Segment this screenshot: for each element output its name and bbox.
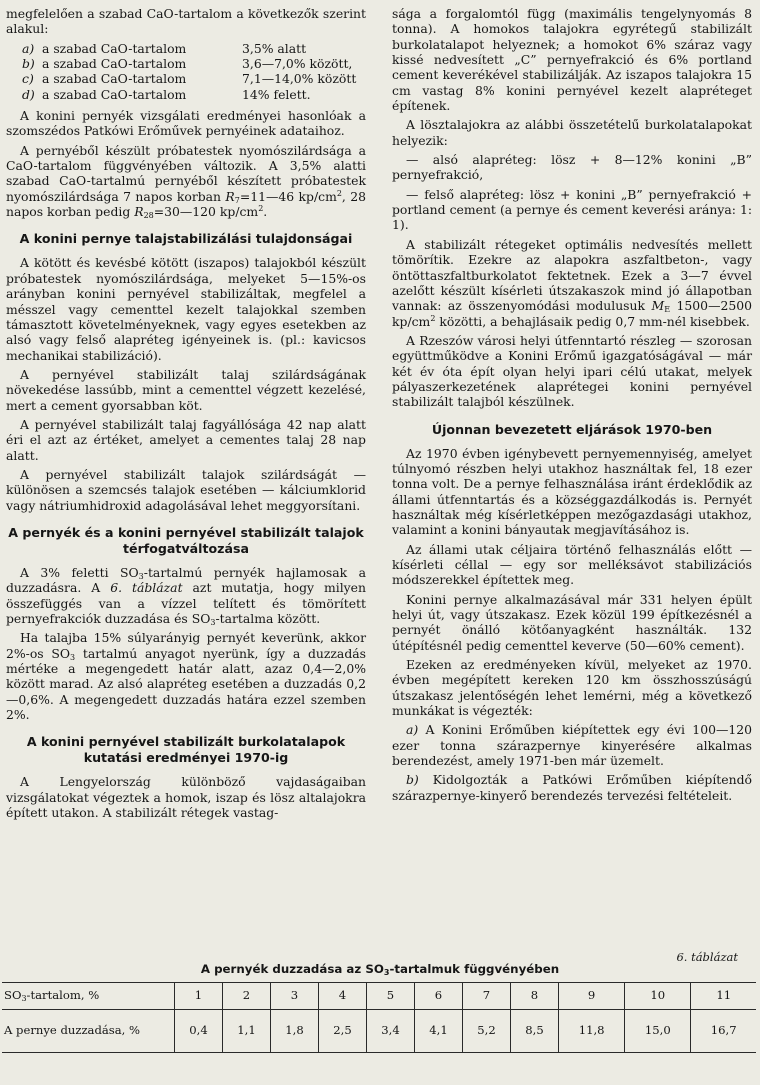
table-number: 6. táblázat [676, 950, 738, 964]
table-cell: 0,4 [175, 1010, 223, 1053]
table-cell: 7 [463, 983, 511, 1010]
row-label: A pernye duzzadása, % [4, 1023, 141, 1038]
paragraph: Ha talajba 15% súlyarányig pernyét keverünk, akkor 2%-os $SO_3$ tartalmú anyagot nyerünk, így a duzzadás mértéke a megengedett határ alatt, azaz 0,4—2,0% között marad. Az alsó alapréteg esetében a duzzadás 0,2—0,6%. A megengedett duzzadás határa ezzel szemben 2%. [6, 630, 366, 723]
table-title: A pernyék duzzadása az $SO_3$-tartalmuk függvényében [200, 962, 560, 977]
paragraph: A stabilizált rétegeket optimális nedvesítés mellett tömörítik. Ezekre az alapokra aszfaltbeton-, vagy öntöttaszfaltburkolatot fektetnek. Ezek a 3—7 évvel azelőtt készült kísérleti útszakaszok mind jó állapotban vannak: az összenyomódási modulusuk $M_E$ 1500—2500 $kp/cm^2$ közötti, a behajlásaik pedig 0,7 mm-nél kisebbek. [392, 236, 752, 329]
table-cell: 1,8 [271, 1010, 319, 1053]
paragraph: A Rzeszów városi helyi útfenntartó részleg — szorosan együttműködve a Konini Erőmű igazgatóságával — már két év óta épít olyan helyi ipari célú utakat, melyek pályaszerkezetének alaprétegei konini pernyével stabilizált talajból készülnek. [392, 332, 752, 410]
paragraph: Konini pernye alkalmazásával már 331 helyen épült helyi út, vagy útszakasz. Ezek közül 199 építkezésnél a pernyét önálló kötőanyagként használták. 132 útépítésnél pedig cementtel keverve (50—60% cement). [392, 591, 752, 653]
left-column [6, 6, 366, 824]
list-item: d) a szabad CaO-tartalom 14% felett. [22, 86, 311, 102]
list-item: b) a szabad CaO-tartalom 3,6—7,0% között, [22, 56, 353, 72]
table-cell: 15,0 [625, 1010, 691, 1053]
paragraph: — alsó alapréteg: lösz + 8—12% konini „B” pernyefrakció, [392, 152, 752, 183]
paragraph: A pernyéből készült próbatestek nyomószilárdsága a CaO-tartalom függvényében változik. A 3,5% alatti szabad CaO-tartalmú pernyéből készített próbatestek nyomószilárdsága 7 napos korban $R_7=11—46$ $kp/cm^2$, 28 napos korban pedig $R_{28}=30—120$ $kp/cm^2$. [6, 142, 366, 221]
paragraph: A pernyével stabilizált talaj szilárdságának növekedése lassúbb, mint a cementtel végzett kezelésé, mert a cement gyorsabban köt. [6, 366, 366, 413]
table-cell: 9 [559, 983, 625, 1010]
paragraph: A pernyével stabilizált talaj fagyállósága 42 nap alatt éri el azt az értéket, amelyet a cementes talaj 28 nap alatt. [6, 416, 366, 463]
paragraph: A 3% feletti $SO_3$-tartalmú pernyék hajlamosak a duzzadásra. A 6. táblázat azt mutatja, hogy milyen összefüggés van a vízzel telített és tömörített pernyefrakciók duzzadása és $SO_3$-tartalma között. [6, 564, 366, 627]
table-cell: 8 [511, 983, 559, 1010]
table-cell: 6 [415, 983, 463, 1010]
table-cell: 1 [175, 983, 223, 1010]
table-cell: 5 [367, 983, 415, 1010]
list-item: a) a szabad CaO-tartalom 3,5% alatt [22, 40, 307, 56]
table-cell: 8,5 [511, 1010, 559, 1053]
row-label: $SO_3$-tartalom, % [4, 988, 100, 1004]
paragraph: Az 1970 évben igénybevett pernyemennyiség, amelyet túlnyomó részben helyi utakhoz használtak fel, 18 ezer tonna volt. De a pernye felhasználása iránt érdeklődik az állami útfenntartás és a községgazdálkodás is. Pernyét használtak még kísérletképpen mezőgazdasági utakhoz, valamint a konini bányautak megjavításához is. [392, 445, 752, 538]
paragraph: a) A Konini Erőműben kiépítettek egy évi 100—120 ezer tonna szárazpernye kinyerésére alkalmas berendezést, amely 1971-ben már üzemelt. [392, 722, 752, 769]
table-cell: 5,2 [463, 1010, 511, 1053]
paragraph: — felső alapréteg: lösz + konini „B” pernyefrakció + portland cement (a pernye és cement keverési aránya: 1: 1). [392, 186, 752, 233]
table-cell: 4,1 [415, 1010, 463, 1053]
table-cell: 2 [223, 983, 271, 1010]
table-cell: 11,8 [559, 1010, 625, 1053]
table-cell: 10 [625, 983, 691, 1010]
paragraph: A lösztalajokra az alábbi összetételű burkolatalapokat helyezik: [392, 117, 752, 148]
section-heading: A pernyék és a konini pernyével stabilizált talajok térfogatváltozása [8, 524, 364, 556]
section-heading: A konini pernyével stabilizált burkolatalapok kutatási eredményei 1970-ig [26, 734, 346, 766]
table-row [2, 983, 756, 1010]
paragraph: megfelelően a szabad CaO-tartalom a következők szerint alakul: [6, 6, 366, 37]
right-column [392, 6, 752, 807]
paragraph: b) Kidolgozták a Patkówi Erőműben kiépítendő szárazpernye-kinyerő berendezés tervezési feltételeit. [392, 772, 752, 803]
paragraph: sága a forgalomtól függ (maximális tengelynyomás 8 tonna). A homokos talajokra egyrétegű stabilizált burkolatalapot helyeznek; a homokot 6% száraz vagy kissé nedvesített „C” pernyefrakció és 6% portland cement keverékével stabilizálják. Az iszapos talajokra 15 cm vastag 8% konini pernyével kezelt alapréteget építenek. [392, 6, 752, 114]
section-heading: Újonnan bevezetett eljárások 1970-ben [431, 421, 713, 437]
section-heading: A konini pernye talajstabilizálási tulajdonságai [19, 231, 353, 247]
cao-list [6, 41, 366, 102]
paragraph: Ezeken az eredményeken kívül, melyeket az 1970. évben megépített kereken 120 km összhosszúságú útszakasz jelentőségén lehet lemérni, még a következő munkákat is végezték: [392, 657, 752, 719]
table-cell: 11 [691, 983, 756, 1010]
table-cell: 2,5 [319, 1010, 367, 1053]
data-table [2, 982, 756, 1053]
table-cell: 1,1 [223, 1010, 271, 1053]
paragraph: Az állami utak céljaira történő felhasználás előtt — kísérleti céllal — egy sor melléksávot stabilizációs módszerekkel építettek meg. [392, 541, 752, 588]
table-cell: 3 [271, 983, 319, 1010]
paragraph: A konini pernyék vizsgálati eredményei hasonlóak a szomszédos Patkówi Erőművek pernyéinek adataihoz. [6, 108, 366, 139]
table-cell: 3,4 [367, 1010, 415, 1053]
list-item: c) a szabad CaO-tartalom 7,1—14,0% között [22, 71, 357, 87]
table-cell: 4 [319, 983, 367, 1010]
table-cell: 16,7 [691, 1010, 756, 1053]
table-row [2, 1010, 756, 1053]
paragraph: A pernyével stabilizált talajok szilárdságát — különösen a szemcsés talajok esetében — kálciumklorid vagy nátriumhidroxid adagolásával lehet meggyorsítani. [6, 466, 366, 513]
paragraph: A kötött és kevésbé kötött (iszapos) talajokból készült próbatestek nyomószilárdsága, melyeket 5—15%-os arányban konini pernyével stabilizáltak, megfelel a mésszel vagy cementtel kezelt talajokkal szemben támasztott követelményeknek, vagy egyes esetekben az alsó vagy felső alapréteg igényeinek is. (pl.: kavicsos mechanikai stabilizáció). [6, 255, 366, 363]
paragraph: A Lengyelország különböző vajdaságaiban vizsgálatokat végeztek a homok, iszap és lösz altalajokra épített utakon. A stabilizált rétegek vastag- [6, 774, 366, 821]
